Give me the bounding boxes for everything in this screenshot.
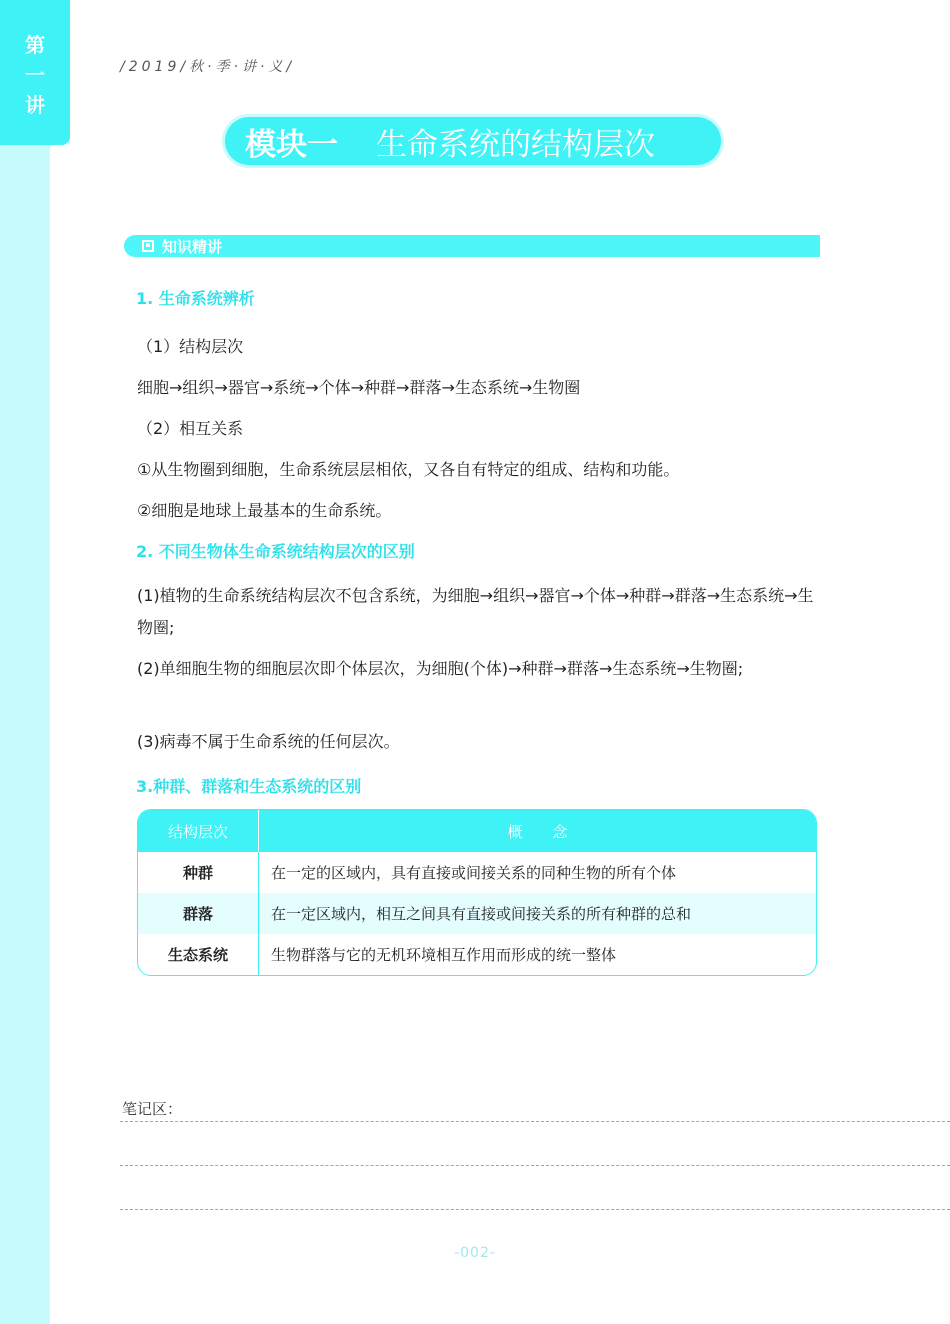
row-level: 种群 (138, 852, 259, 893)
hierarchy-chain: 细胞→组织→器官→系统→个体→种群→群落→生态系统→生物圈 (137, 378, 581, 397)
table-row (138, 934, 816, 975)
notes-label: 笔记区： (122, 1100, 183, 1118)
chapter-tab-char: 第 (25, 33, 45, 57)
section-1-heading: 1. 生命系统辨析 (136, 289, 255, 308)
table-row (138, 893, 816, 934)
module-banner (225, 117, 721, 165)
concept-table (137, 809, 817, 976)
notes-line (120, 1209, 950, 1210)
chapter-tab-char: 讲 (25, 93, 45, 117)
notes-line (120, 1165, 950, 1166)
module-number: 模块一 (245, 126, 338, 163)
section-label: 知识精讲 (162, 237, 223, 256)
left-margin-strip (0, 0, 50, 1324)
page-number: -002- (454, 1245, 496, 1261)
row-level: 群落 (138, 893, 259, 934)
chapter-tab (0, 0, 70, 145)
table-header-level: 结构层次 (138, 810, 259, 852)
relation-point-2: ②细胞是地球上最基本的生命系统。 (137, 501, 392, 520)
unicellular-levels-paragraph: (2)单细胞生物的细胞层次即个体层次，为细胞(个体)→种群→群落→生态系统→生物圈; (137, 659, 744, 678)
row-concept: 在一定的区域内，具有直接或间接关系的同种生物的所有个体 (271, 864, 677, 882)
section-3-heading: 3.种群、群落和生态系统的区别 (136, 777, 362, 796)
plant-levels-paragraph: (1)植物的生命系统结构层次不包含系统，为细胞→组织→器官→个体→种群→群落→生态系统→生物圈; (137, 586, 814, 637)
row-level: 生态系统 (138, 934, 259, 975)
notes-line (120, 1121, 950, 1122)
table-header-concept: 概 念 (259, 810, 816, 852)
section-bar (124, 235, 820, 257)
row-concept: 在一定区域内，相互之间具有直接或间接关系的所有种群的总和 (259, 893, 816, 934)
chapter-tab-char: 一 (25, 63, 45, 87)
section-2-heading: 2. 不同生物体生命系统结构层次的区别 (136, 542, 415, 561)
module-title: 生命系统的结构层次 (376, 126, 655, 163)
bookmark-icon (142, 240, 154, 252)
table-header-row (138, 810, 816, 852)
row-concept: 生物群落与它的无机环境相互作用而形成的统一整体 (271, 946, 617, 964)
section-1-sub2: （2）相互关系 (137, 419, 244, 438)
relation-point-1: ①从生物圈到细胞，生命系统层层相依，又各自有特定的组成、结构和功能。 (137, 460, 680, 479)
table-row (138, 852, 816, 893)
section-1-sub1: （1）结构层次 (137, 337, 244, 356)
series-label: /2019/秋·季·讲·义/ (120, 59, 296, 75)
virus-paragraph: (3)病毒不属于生命系统的任何层次。 (137, 732, 400, 751)
